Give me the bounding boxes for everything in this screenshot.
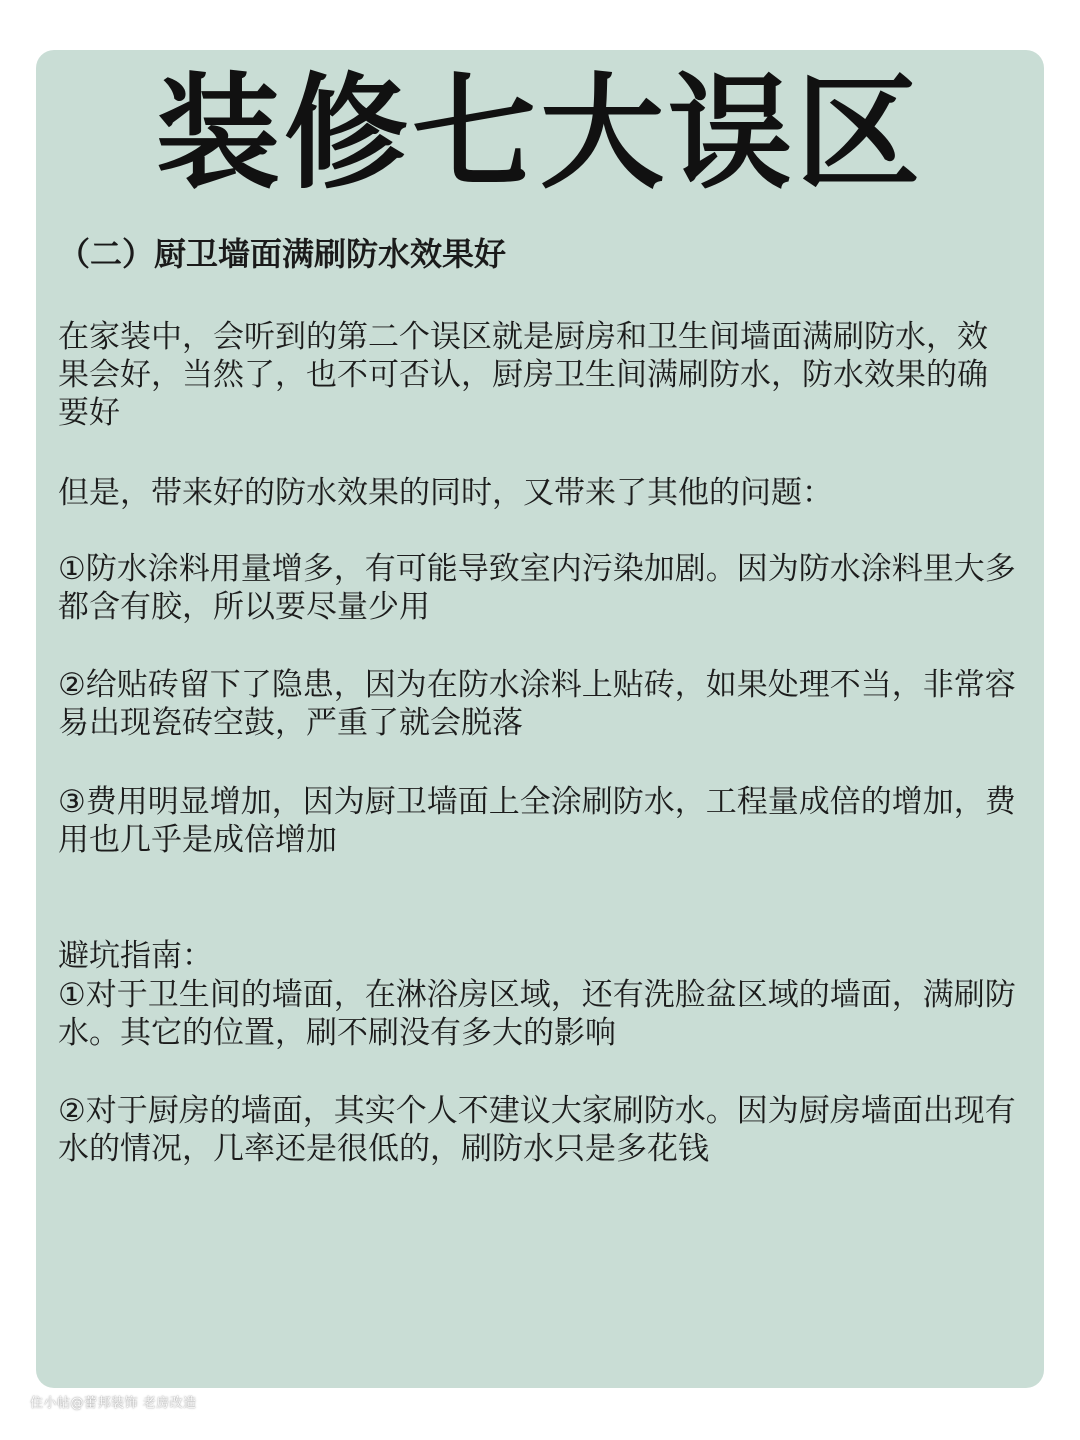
problem-1-paragraph: ①防水涂料用量增多，有可能导致室内污染加剧。因为防水涂料里大多都含有胶，所以要尽量少用 bbox=[58, 551, 1016, 625]
guide-title: 避坑指南： bbox=[58, 938, 213, 974]
section-subtitle: （二）厨卫墙面满刷防水效果好 bbox=[58, 235, 507, 273]
problems-intro-paragraph: 但是，带来好的防水效果的同时，又带来了其他的问题： bbox=[58, 475, 833, 511]
intro-paragraph: 在家装中，会听到的第二个误区就是厨房和卫生间墙面满刷防水，效果会好，当然了，也不可否认，厨房卫生间满刷防水，防水效果的确要好 bbox=[58, 319, 988, 431]
watermark: 住小帖@蕾邦装饰 老房改造 bbox=[30, 1396, 197, 1411]
guide-1-paragraph: ①对于卫生间的墙面，在淋浴房区域，还有洗脸盆区域的墙面，满刷防水。其它的位置，刷不刷没有多大的影响 bbox=[58, 977, 1016, 1051]
problem-3-paragraph: ③费用明显增加，因为厨卫墙面上全涂刷防水，工程量成倍的增加，费用也几乎是成倍增加 bbox=[58, 784, 1016, 858]
guide-2-paragraph: ②对于厨房的墙面，其实个人不建议大家刷防水。因为厨房墙面出现有水的情况，几率还是很低的，刷防水只是多花钱 bbox=[58, 1093, 1016, 1167]
page-title: 装修七大误区 bbox=[155, 62, 924, 206]
problem-2-paragraph: ②给贴砖留下了隐患，因为在防水涂料上贴砖，如果处理不当，非常容易出现瓷砖空鼓，严重了就会脱落 bbox=[58, 667, 1016, 741]
